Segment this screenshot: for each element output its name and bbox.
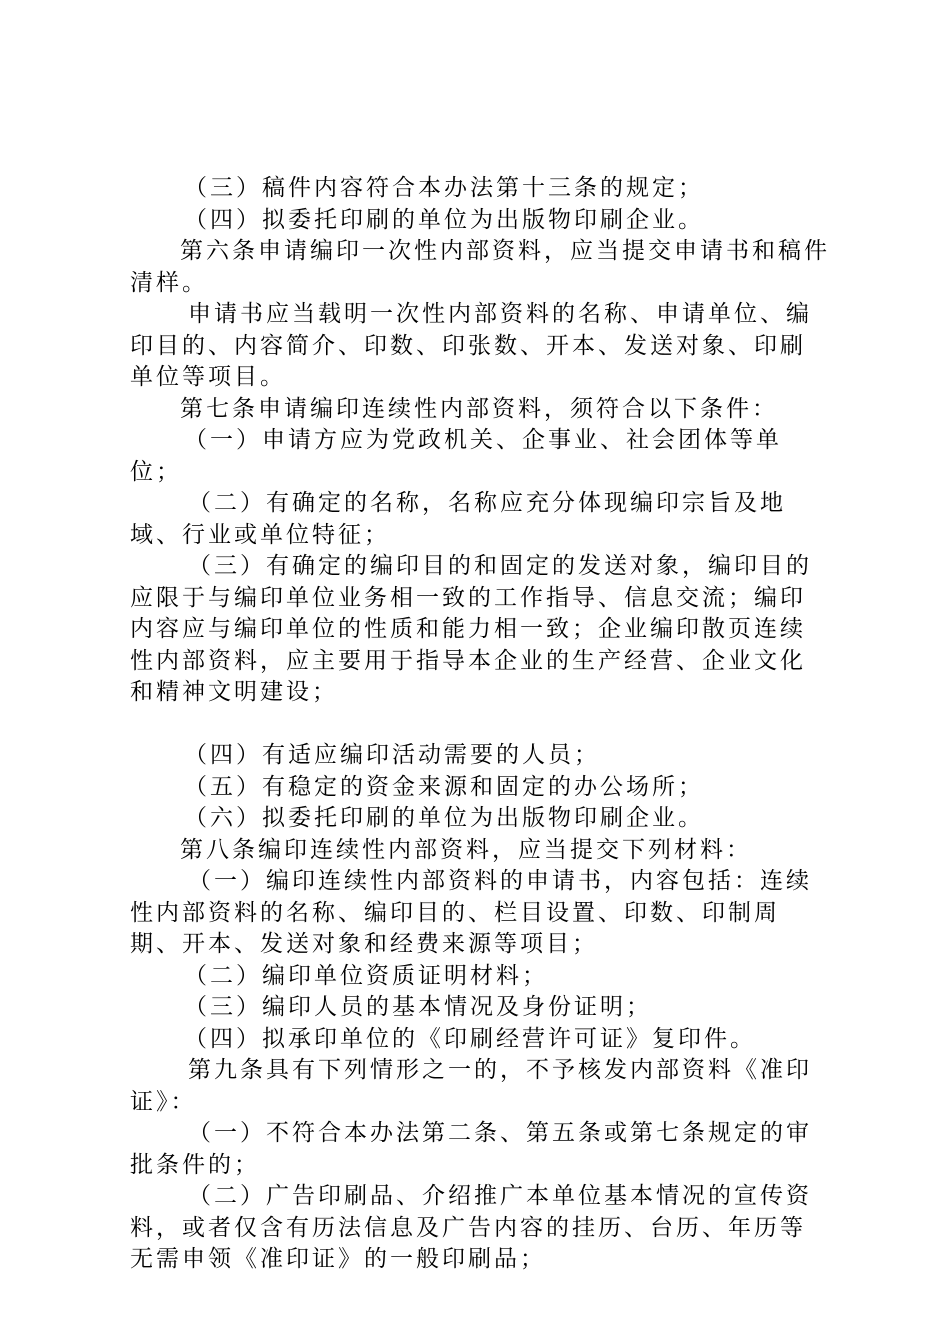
article-9-item-2: （二）广告印刷品、介绍推广本单位基本情况的宣传资料，或者仅含有历法信息及广告内容的挂历、台历、年历等无需申领《准印证》的一般印刷品；	[130, 1183, 812, 1272]
article-7-item-2: （二）有确定的名称，名称应充分体现编印宗旨及地域、行业或单位特征；	[130, 490, 786, 548]
article-7-item-6: （六）拟委托印刷的单位为出版物印刷企业。	[184, 805, 704, 831]
article-9-item-1: （一）不符合本办法第二条、第五条或第七条规定的审批条件的；	[130, 1120, 812, 1178]
article-7-item-1: （一）申请方应为党政机关、企事业、社会团体等单位；	[130, 427, 782, 485]
clause-4-item: （四）拟委托印刷的单位为出版物印刷企业。	[184, 206, 704, 233]
document-body	[130, 173, 830, 1276]
article-6: 第六条申请编印一次性内部资料，应当提交申请书和稿件清样。	[130, 238, 830, 296]
article-8-item-4: （四）拟承印单位的《印刷经营许可证》复印件。	[184, 1025, 756, 1052]
article-7-item-4: （四）有适应编印活动需要的人员；	[184, 742, 600, 768]
article-7-item-5: （五）有稳定的资金来源和固定的办公场所；	[184, 773, 704, 800]
article-7-item-3: （三）有确定的编印目的和固定的发送对象，编印目的应限于与编印单位业务相一致的工作指导、信息交流；编印内容应与编印单位的性质和能力相一致；企业编印散页连续性内部资料，应主要用于指导本企业的生产经营、企业文化和精神文明建设；	[130, 553, 812, 705]
article-8: 第八条编印连续性内部资料，应当提交下列材料：	[180, 836, 752, 863]
article-9: 第九条具有下列情形之一的，不予核发内部资料《准印证》：	[130, 1057, 812, 1115]
article-8-item-2: （二）编印单位资质证明材料；	[184, 962, 548, 989]
article-8-item-1: （一）编印连续性内部资料的申请书，内容包括：连续性内部资料的名称、编印目的、栏目设置、印数、印制周期、开本、发送对象和经费来源等项目；	[130, 868, 812, 957]
article-6-application-content: 申请书应当载明一次性内部资料的名称、申请单位、编印目的、内容简介、印数、印张数、开本、发送对象、印刷单位等项目。	[130, 301, 812, 390]
article-8-item-3: （三）编印人员的基本情况及身份证明；	[184, 994, 652, 1020]
article-7: 第七条申请编印连续性内部资料，须符合以下条件：	[180, 395, 778, 422]
clause-3-item: （三）稿件内容符合本办法第十三条的规定；	[184, 175, 704, 201]
blank-line	[130, 709, 830, 741]
